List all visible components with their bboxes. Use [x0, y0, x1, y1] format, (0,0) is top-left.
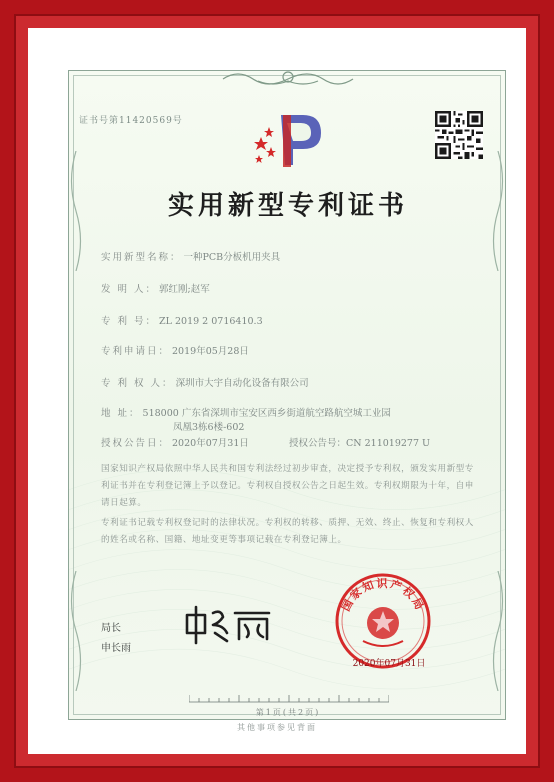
- certificate-paper: [68, 70, 506, 720]
- field-value: 郭红刚;赵军: [159, 284, 210, 295]
- body-paragraph-2: 专利证书记载专利权登记时的法律状况。专利权的转移、质押、无效、终止、恢复和专利权人的姓名或名称、国籍、地址变更等事项记载在专利登记簿上。: [101, 518, 474, 545]
- field-address: [101, 405, 391, 419]
- page-footer: 第1页(共2页): [255, 708, 321, 717]
- field-label: 授权公告号：: [289, 438, 347, 449]
- field-value: ZL 2019 2 0716410.3: [159, 316, 263, 327]
- field-label: 专 利 号：: [101, 316, 158, 327]
- seal-text: 国家知识产权局: [339, 577, 427, 614]
- field-address-cont: [171, 419, 244, 433]
- field-utility-model-name: [101, 249, 280, 263]
- field-application-date: [101, 343, 249, 357]
- field-label: 专利申请日：: [101, 346, 171, 357]
- field-patentee: [101, 375, 309, 389]
- field-value: 2020年07月31日: [172, 438, 249, 449]
- paper-inner-border: [73, 75, 501, 715]
- body-paragraph-1: 国家知识产权局依照中华人民共和国专利法经过初步审查，决定授予专利权，颁发实用新型专利证书并在专利登记簿上予以登记。专利权自授权公告之日起生效。专利权期限为十年，自申请日起算。: [101, 464, 474, 508]
- seal-date: 2020年07月31日: [352, 659, 426, 669]
- field-value: 一种PCB分板机用夹具: [183, 252, 281, 263]
- top-ornament-icon: [218, 70, 358, 87]
- field-label: 地 址：: [101, 408, 141, 419]
- field-label: 实用新型名称：: [101, 252, 182, 263]
- field-label: 授权公告日：: [101, 438, 171, 449]
- right-bottom-ornament-icon: [489, 571, 506, 691]
- field-value: CN 211019277 U: [346, 438, 431, 449]
- certificate-title: 实用新型专利证书: [167, 191, 408, 221]
- address-line-1: 518000 广东省深圳市宝安区西乡街道航空路航空城工业园: [142, 408, 391, 419]
- certificate-number: 证书号第11420569号: [79, 116, 183, 126]
- field-label: 发 明 人：: [101, 284, 158, 295]
- emblem-icon: [251, 111, 325, 169]
- field-label: 专 利 权 人：: [101, 378, 174, 389]
- director-block: [101, 619, 131, 659]
- director-name: 申长雨: [101, 643, 131, 654]
- address-line-2: 凤凰3栋6楼-602: [173, 422, 245, 433]
- field-value: 深圳市大宇自动化设备有限公司: [175, 378, 309, 389]
- field-patent-number: [101, 313, 263, 327]
- signature-icon: [179, 603, 279, 645]
- field-grant-number: [289, 435, 430, 449]
- footer-note-outside: 其他事项参见背面: [237, 723, 317, 732]
- left-bottom-ornament-icon: [68, 571, 85, 691]
- director-title: 局长: [101, 623, 121, 634]
- field-grant-date: [101, 435, 249, 449]
- footer-scale-icon: [189, 693, 389, 703]
- field-value: 2019年05月28日: [172, 346, 249, 357]
- field-inventor: [101, 281, 210, 295]
- qr-code-icon: [435, 111, 483, 159]
